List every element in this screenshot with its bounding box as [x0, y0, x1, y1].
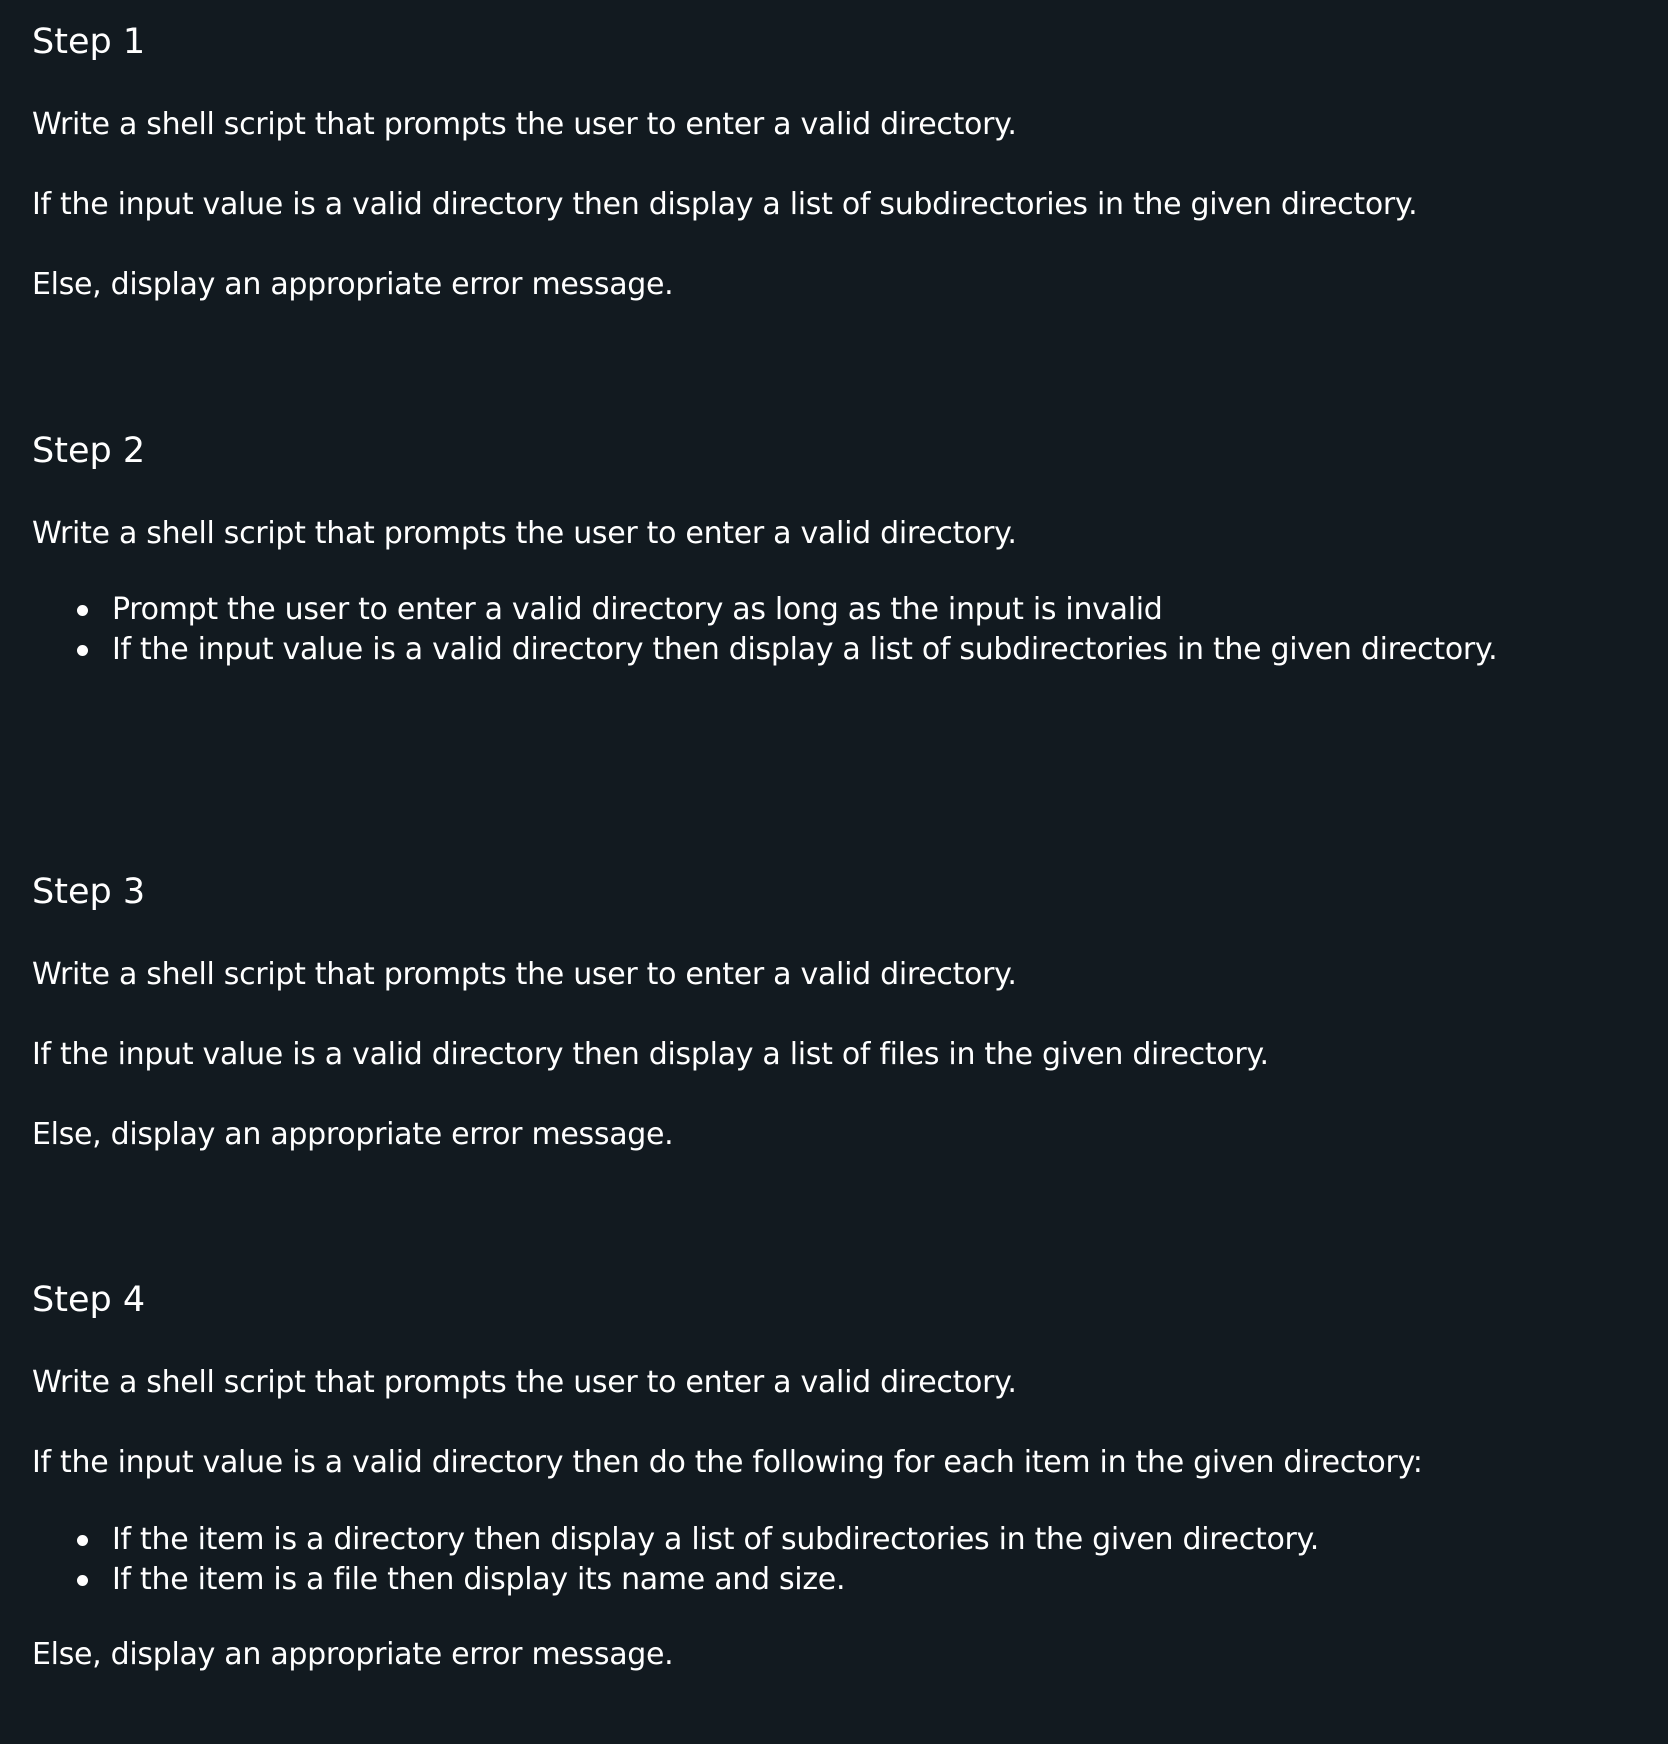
step-paragraph: Write a shell script that prompts the user to enter a valid directory.: [32, 1365, 1017, 1400]
step-paragraph: If the input value is a valid directory then display a list of files in the given directory.: [32, 1037, 1269, 1072]
bullet-icon: [77, 645, 88, 656]
step-paragraph: Else, display an appropriate error message.: [32, 1637, 674, 1672]
bullet-icon: [77, 605, 88, 616]
step-heading: Step 1: [32, 22, 146, 62]
bullet-icon: [77, 1535, 88, 1546]
step-paragraph: Else, display an appropriate error message.: [32, 1117, 674, 1152]
step-paragraph: Write a shell script that prompts the user to enter a valid directory.: [32, 516, 1017, 551]
bullet-icon: [77, 1575, 88, 1586]
step-heading: Step 4: [32, 1280, 146, 1320]
step-heading: Step 3: [32, 872, 146, 912]
list-item-text: If the item is a file then display its name and size.: [112, 1562, 846, 1597]
step-heading: Step 2: [32, 431, 146, 471]
step-paragraph: Write a shell script that prompts the user to enter a valid directory.: [32, 107, 1017, 142]
step-paragraph: Write a shell script that prompts the user to enter a valid directory.: [32, 957, 1017, 992]
step-paragraph: Else, display an appropriate error message.: [32, 267, 674, 302]
list-item-text: Prompt the user to enter a valid directory as long as the input is invalid: [112, 592, 1163, 627]
list-item-text: If the item is a directory then display a list of subdirectories in the given directory.: [112, 1522, 1319, 1557]
list-item-text: If the input value is a valid directory then display a list of subdirectories in the given directory.: [112, 632, 1498, 667]
step-paragraph: If the input value is a valid directory then display a list of subdirectories in the given directory.: [32, 187, 1418, 222]
step-paragraph: If the input value is a valid directory then do the following for each item in the given directory:: [32, 1445, 1423, 1480]
